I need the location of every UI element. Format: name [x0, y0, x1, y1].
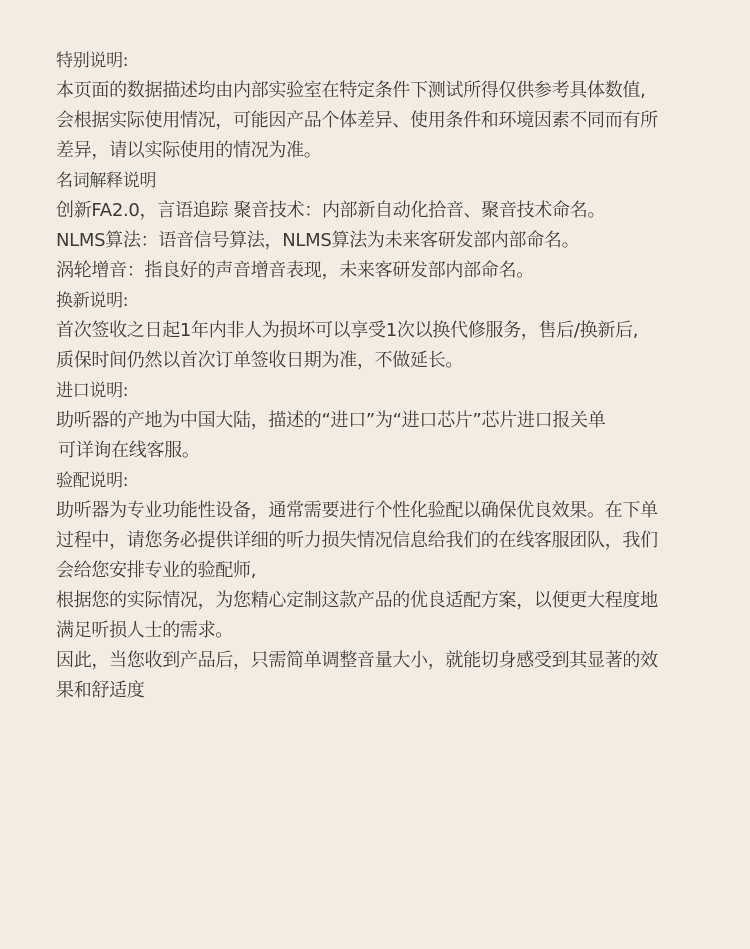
import-heading: 进口说明:	[56, 381, 129, 401]
import-section	[56, 376, 706, 466]
replacement-heading: 换新说明:	[56, 291, 129, 311]
special-note-line: 会根据实际使用情况，可能因产品个体差异、使用条件和环境因素不同而有所	[56, 110, 658, 131]
fitting-line: 会给您安排专业的验配师,	[56, 560, 257, 581]
fitting-line: 因此，当您收到产品后，只需简单调整音量大小，就能切身感受到其显著的效	[56, 650, 658, 671]
fitting-line: 助听器为专业功能性设备，通常需要进行个性化验配以确保优良效果。在下单	[56, 500, 658, 521]
glossary-section	[56, 166, 706, 286]
glossary-heading: 名词解释说明	[56, 171, 157, 191]
import-line: 助听器的产地为中国大陆，描述的“进口”为“进口芯片”芯片进口报关单	[56, 410, 606, 431]
special-note-line: 本页面的数据描述均由内部实验室在特定条件下测试所得仅供参考具体数值,	[56, 80, 646, 101]
replacement-line: 质保时间仍然以首次订单签收日期为准，不做延长。	[56, 350, 464, 371]
fitting-line: 根据您的实际情况，为您精心定制这款产品的优良适配方案，以便更大程度地	[56, 590, 658, 611]
fitting-line: 过程中，请您务必提供详细的听力损失情况信息给我们的在线客服团队，我们	[56, 530, 658, 551]
fitting-line: 果和舒适度	[56, 680, 145, 701]
special-note-line: 差异，请以实际使用的情况为准。	[56, 140, 322, 161]
replacement-line: 首次签收之日起1年内非人为损坏可以享受1次以换代修服务，售后/换新后,	[56, 320, 639, 341]
fitting-section	[56, 466, 706, 706]
replacement-section	[56, 286, 706, 376]
special-note-section	[56, 46, 706, 166]
glossary-line: NLMS算法：语音信号算法，NLMS算法为未来客研发部内部命名。	[56, 230, 580, 251]
glossary-line: 创新FA2.0，言语追踪 聚音技术：内部新自动化拾音、聚音技术命名。	[56, 200, 606, 221]
fitting-heading: 验配说明:	[56, 471, 129, 491]
description-document	[56, 46, 706, 706]
special-note-heading: 特别说明:	[56, 51, 129, 71]
glossary-line: 涡轮增音：指良好的声音增音表现，未来客研发部内部命名。	[56, 260, 534, 281]
fitting-line: 满足听损人士的需求。	[56, 620, 233, 641]
import-line: 可详询在线客服。	[58, 440, 200, 461]
